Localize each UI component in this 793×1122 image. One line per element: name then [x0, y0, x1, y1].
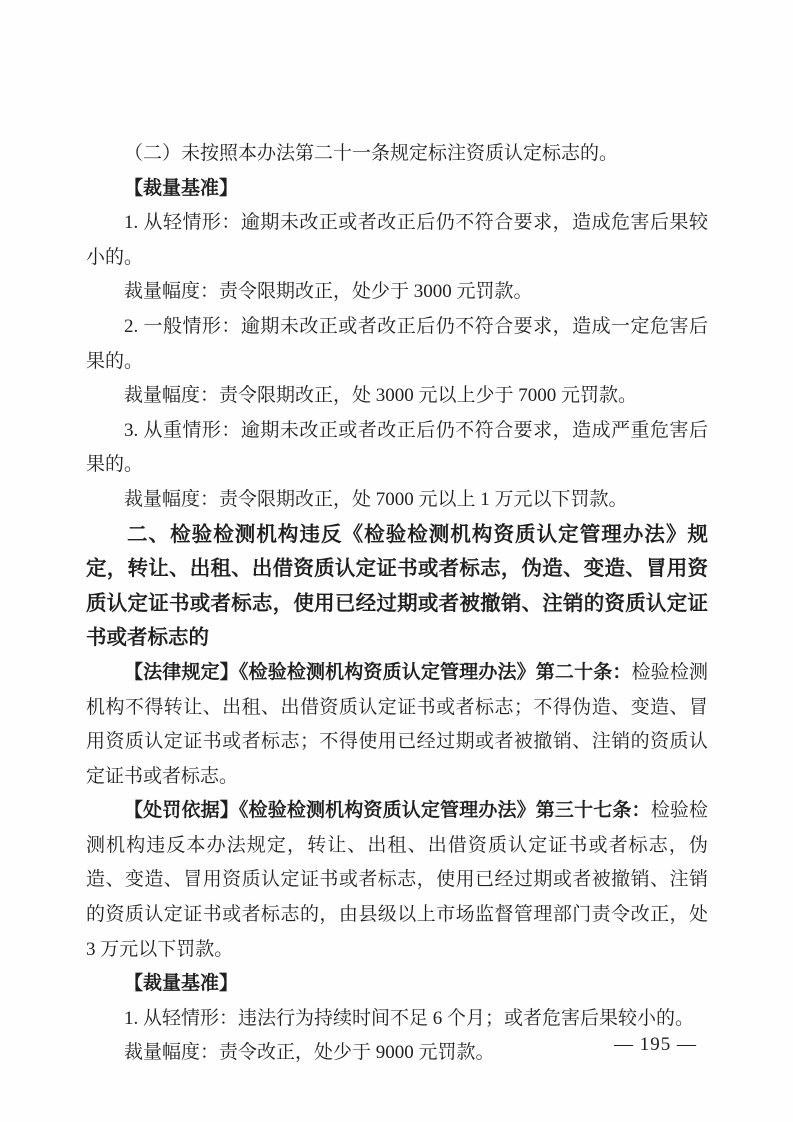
paragraph — [86, 379, 708, 414]
paragraph — [86, 275, 708, 310]
paragraph — [86, 137, 708, 172]
paragraph — [86, 794, 708, 967]
body-text-run: 裁量幅度：责令限期改正，处 3000 元以上少于 7000 元罚款。 — [124, 385, 638, 407]
paragraph — [86, 310, 708, 379]
bold-lead-text: 【裁量基准】 — [124, 177, 239, 199]
body-text-run: 裁量幅度：责令限期改正，处 7000 元以上 1 万元以下罚款。 — [124, 488, 628, 510]
paragraph — [86, 1002, 708, 1037]
bold-lead-text: 【裁量基准】 — [124, 973, 239, 995]
bold-lead-text: 【法律规定】《检验检测机构资质认定管理办法》第二十条： — [124, 661, 632, 683]
paragraph — [86, 967, 708, 1002]
section-heading — [86, 518, 708, 656]
body-text-run: 检验检测机构违反本办法规定，转让、出租、出借资质认定证书或者标志，伪造、变造、冒用资质认定证书或者标志，使用已经过期或者被撤销、注销的资质认定证书或者标志的，由县级以上市场监督管理部门责令改正，处 3 万元以下罚款。 — [86, 800, 708, 960]
paragraph — [86, 414, 708, 483]
body-text-run: 2. 一般情形：逾期未改正或者改正后仍不符合要求，造成一定危害后果的。 — [86, 315, 708, 372]
paragraph — [86, 172, 708, 207]
paragraph — [86, 483, 708, 518]
paragraph — [86, 206, 708, 275]
body-text-run: 检验检测机构不得转让、出租、出借资质认定证书或者标志；不得伪造、变造、冒用资质认定证书或者标志；不得使用已经过期或者被撤销、注销的资质认定证书或者标志。 — [86, 661, 708, 787]
document-body — [86, 137, 708, 1071]
bold-lead-text: 【处罚依据】《检验检测机构资质认定管理办法》第三十七条： — [124, 800, 651, 822]
body-text-run: 裁量幅度：责令限期改正，处少于 3000 元罚款。 — [124, 281, 533, 303]
bold-lead-text: 二、检验检测机构违反《检验检测机构资质认定管理办法》规定，转让、出租、出借资质认定证书或者标志，伪造、变造、冒用资质认定证书或者标志，使用已经过期或者被撤销、注销的资质认定证书或者标志的 — [86, 522, 708, 650]
body-text-run: 裁量幅度：责令改正，处少于 9000 元罚款。 — [124, 1042, 495, 1064]
body-text-run: 3. 从重情形：逾期未改正或者改正后仍不符合要求，造成严重危害后果的。 — [86, 419, 708, 476]
paragraph — [86, 656, 708, 794]
body-text-run: 1. 从轻情形：违法行为持续时间不足 6 个月；或者危害后果较小的。 — [124, 1007, 695, 1029]
page-number: — 195 — — [614, 1034, 697, 1055]
body-text-run: 1. 从轻情形：逾期未改正或者改正后仍不符合要求，造成危害后果较小的。 — [86, 212, 708, 268]
body-text-run: （二）未按照本办法第二十一条规定标注资质认定标志的。 — [124, 143, 619, 164]
